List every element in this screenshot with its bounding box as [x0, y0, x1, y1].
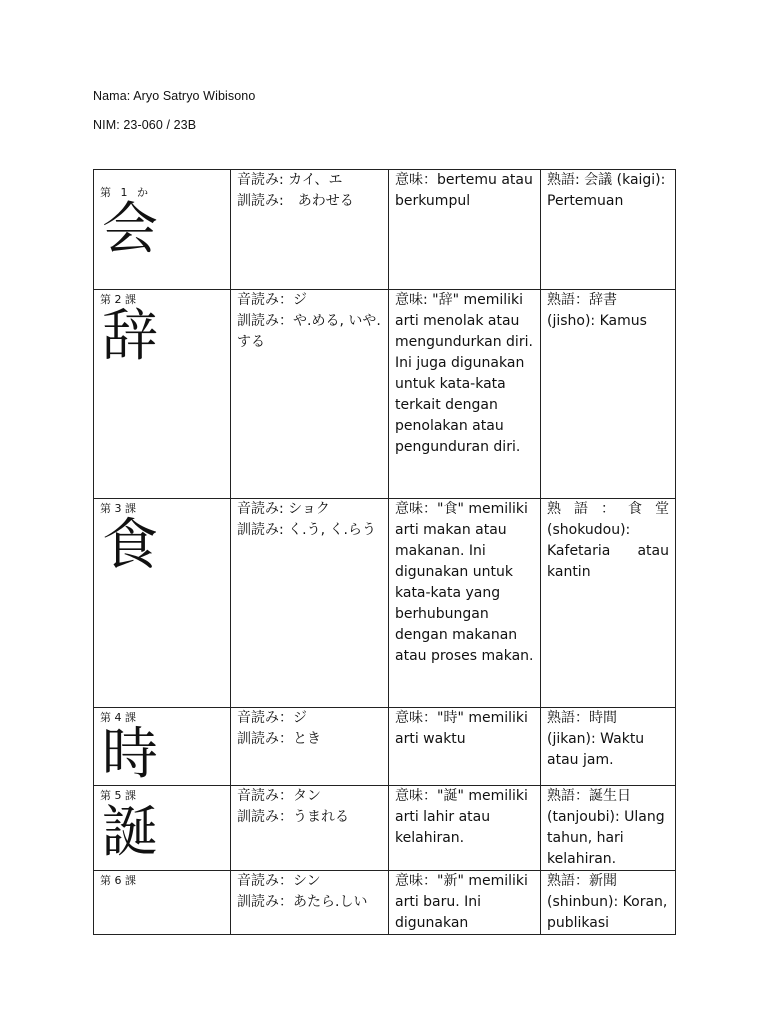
on-reading: 音読み：ジ: [237, 710, 307, 726]
table-row: [94, 499, 676, 708]
compound-cell: [541, 290, 676, 499]
reading-cell: [231, 871, 389, 935]
meaning-cell: [389, 170, 541, 290]
meaning-text: 意味："誕" memiliki arti lahir atau kelahiran.: [395, 788, 528, 846]
table-row: [94, 170, 676, 290]
meaning-text: 意味："新" memiliki arti baru. Ini digunakan: [395, 873, 528, 931]
compound-cell: [541, 499, 676, 708]
lesson-label: 第 6 課: [100, 874, 136, 887]
reading-cell: [231, 499, 389, 708]
meaning-cell: [389, 290, 541, 499]
compound-cell: [541, 786, 676, 871]
meaning-cell: [389, 499, 541, 708]
kun-reading: 訓読み：とき: [237, 731, 321, 747]
student-name: Nama: Aryo Satryo Wibisono: [93, 89, 256, 103]
meaning-text: 意味: "辞" memiliki arti menolak atau mengundurkan diri. Ini juga digunakan untuk kata-kata terkait dengan penolakan atau pengunduran diri.: [395, 292, 533, 455]
lesson-cell: [94, 871, 231, 935]
compound-text: 熟語：辞書 (jisho): Kamus: [547, 292, 647, 329]
meaning-text: 意味："食" memiliki arti makan atau makanan. Ini digunakan untuk kata-kata yang berhubungan dengan makanan atau proses makan.: [395, 501, 534, 664]
compound-cell: [541, 871, 676, 935]
meaning-cell: [389, 871, 541, 935]
kun-reading: 訓読み：うまれる: [237, 809, 349, 825]
kanji-table: [93, 169, 676, 935]
on-reading: 音読み：シン: [237, 873, 321, 889]
kanji-character: 辞: [102, 304, 158, 369]
kun-reading: 訓読み：あたら.しい: [237, 894, 368, 910]
lesson-label: 第 4 課: [100, 711, 136, 724]
lesson-label: 第 2 課: [100, 293, 136, 306]
on-reading: 音読み: カイ、エ: [237, 172, 343, 188]
kanji-character: 時: [102, 722, 158, 786]
kun-reading: 訓読み: く.う, く.らう: [237, 522, 376, 538]
kun-reading: 訓読み：や.める, いや.する: [237, 313, 381, 350]
reading-cell: [231, 708, 389, 786]
meaning-text: 意味：bertemu atau berkumpul: [395, 172, 533, 209]
kanji-character: 食: [102, 513, 158, 578]
on-reading: 音読み：ジ: [237, 292, 307, 308]
meaning-cell: [389, 708, 541, 786]
student-nim: NIM: 23-060 / 23B: [93, 118, 197, 132]
meaning-text: 意味："時" memiliki arti waktu: [395, 710, 528, 747]
on-reading: 音読み: ショク: [237, 501, 330, 517]
kanji-character: 誕: [102, 800, 158, 865]
lesson-label: 第 3 課: [100, 502, 136, 515]
on-reading: 音読み：タン: [237, 788, 321, 804]
table-row: [94, 786, 676, 871]
reading-cell: [231, 170, 389, 290]
lesson-cell: [94, 499, 231, 708]
compound-text: 熟語：誕生日 (tanjoubi): Ulang tahun, hari kelahiran.: [547, 788, 665, 867]
compound-text: 熟語：新聞 (shinbun): Koran, publikasi: [547, 873, 668, 931]
compound-text: 熟語: 会議 (kaigi): Pertemuan: [547, 172, 666, 209]
meaning-cell: [389, 786, 541, 871]
compound-text: 熟語：食堂 (shokudou): Kafetaria atau kantin: [547, 501, 669, 580]
kanji-character: 会: [102, 197, 158, 262]
table-row: [94, 290, 676, 499]
lesson-label: 第 5 課: [100, 789, 136, 802]
reading-cell: [231, 786, 389, 871]
table-row: [94, 871, 676, 935]
lesson-cell: [94, 170, 231, 290]
lesson-label: 第 1 か: [100, 186, 151, 199]
compound-text: 熟語：時間 (jikan): Waktu atau jam.: [547, 710, 645, 768]
lesson-cell: [94, 708, 231, 786]
compound-cell: [541, 708, 676, 786]
lesson-cell: [94, 290, 231, 499]
compound-cell: [541, 170, 676, 290]
reading-cell: [231, 290, 389, 499]
lesson-cell: [94, 786, 231, 871]
kun-reading: 訓読み: あわせる: [237, 193, 354, 209]
table-row: [94, 708, 676, 786]
